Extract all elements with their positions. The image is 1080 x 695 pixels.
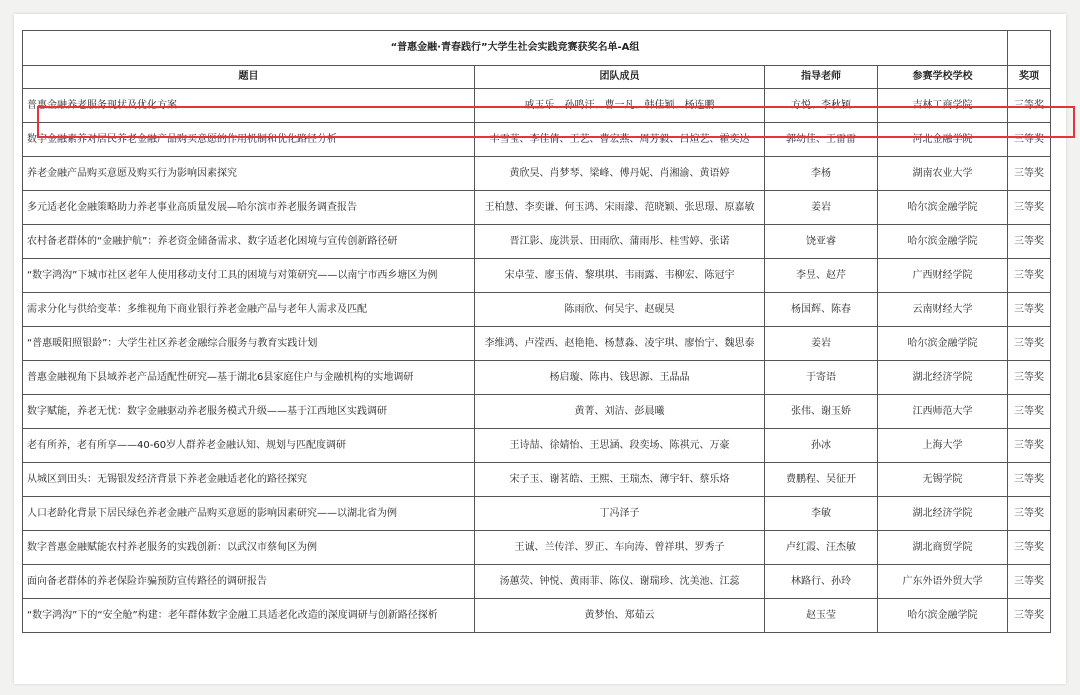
cell-school: 广东外语外贸大学 (878, 565, 1008, 599)
cell-members: 王诚、兰传洋、罗正、车向涛、曾祥琪、罗秀子 (475, 531, 765, 565)
cell-teacher: 姜岩 (765, 191, 878, 225)
cell-topic: 数字普惠金融赋能农村养老服务的实践创新：以武汉市蔡甸区为例 (23, 531, 475, 565)
cell-school: 湖北商贸学院 (878, 531, 1008, 565)
header-teacher: 指导老师 (765, 66, 878, 89)
cell-members: 黄梦怡、郑茹云 (475, 599, 765, 633)
cell-award: 三等奖 (1008, 191, 1051, 225)
table-row (23, 89, 1051, 123)
cell-teacher: 卢红霞、汪杰敏 (765, 531, 878, 565)
cell-school: 上海大学 (878, 429, 1008, 463)
cell-topic: 农村备老群体的“金融护航”：养老资金储备需求、数字适老化困境与宣传创新路径研 (23, 225, 475, 259)
cell-award: 三等奖 (1008, 599, 1051, 633)
cell-award: 三等奖 (1008, 429, 1051, 463)
cell-teacher: 赵玉莹 (765, 599, 878, 633)
awards-table (22, 30, 1051, 633)
table-row (23, 599, 1051, 633)
table-row (23, 327, 1051, 361)
cell-members: 王诗喆、徐婧怡、王思涵、段奕场、陈祺元、万豪 (475, 429, 765, 463)
cell-award: 三等奖 (1008, 259, 1051, 293)
cell-teacher: 于寄语 (765, 361, 878, 395)
cell-topic: 普惠金融养老服务现状及优化方案 (23, 89, 475, 123)
cell-topic: 面向备老群体的养老保险诈骗预防宣传路径的调研报告 (23, 565, 475, 599)
cell-award: 三等奖 (1008, 327, 1051, 361)
cell-award: 三等奖 (1008, 463, 1051, 497)
cell-topic: 数字金融素养对居民养老金融产品购买意愿的作用机制和优化路径分析 (23, 123, 475, 157)
cell-topic: “普惠暖阳照银龄”：大学生社区养老金融综合服务与教育实践计划 (23, 327, 475, 361)
cell-school: 湖北经济学院 (878, 361, 1008, 395)
table-row (23, 293, 1051, 327)
cell-teacher: 林路行、孙玲 (765, 565, 878, 599)
cell-members: 晋江影、庞洪景、田雨欣、蒲雨彤、桂雪婷、张诺 (475, 225, 765, 259)
cell-teacher: 姜岩 (765, 327, 878, 361)
header-school: 参赛学校学校 (878, 66, 1008, 89)
cell-members: 王柏慧、李奕谦、何玉鸿、宋雨濛、范晓颖、张思璟、原嘉敏 (475, 191, 765, 225)
table-row (23, 191, 1051, 225)
cell-teacher: 李敏 (765, 497, 878, 531)
header-award: 奖项 (1008, 66, 1051, 89)
cell-school: 河北金融学院 (878, 123, 1008, 157)
cell-teacher: 张伟、谢玉娇 (765, 395, 878, 429)
cell-members: 黄欣昊、肖梦琴、梁峰、傅丹妮、肖湘渝、黄语婷 (475, 157, 765, 191)
cell-award: 三等奖 (1008, 565, 1051, 599)
cell-award: 三等奖 (1008, 123, 1051, 157)
cell-members: 黄菁、刘洁、彭晨曦 (475, 395, 765, 429)
document-sheet (14, 14, 1066, 684)
cell-teacher: 郭幼佳、王雷雷 (765, 123, 878, 157)
header-topic: 题目 (23, 66, 475, 89)
table-title: “普惠金融·青春践行”大学生社会实践竞赛获奖名单-A组 (23, 31, 1008, 66)
cell-school: 无锡学院 (878, 463, 1008, 497)
cell-teacher: 饶亚睿 (765, 225, 878, 259)
table-row (23, 463, 1051, 497)
cell-members: 杨启璇、陈冉、钱思源、王晶晶 (475, 361, 765, 395)
cell-topic: 需求分化与供给变革：多维视角下商业银行养老金融产品与老年人需求及匹配 (23, 293, 475, 327)
cell-topic: 普惠金融视角下县域养老产品适配性研究—基于湖北6县家庭住户与金融机构的实地调研 (23, 361, 475, 395)
cell-topic: 养老金融产品购买意愿及购买行为影响因素探究 (23, 157, 475, 191)
cell-teacher: 方悦、李秋颖 (765, 89, 878, 123)
cell-school: 哈尔滨金融学院 (878, 327, 1008, 361)
cell-award: 三等奖 (1008, 157, 1051, 191)
table-row (23, 395, 1051, 429)
cell-school: 哈尔滨金融学院 (878, 225, 1008, 259)
cell-award: 三等奖 (1008, 497, 1051, 531)
cell-teacher: 李杨 (765, 157, 878, 191)
cell-school: 哈尔滨金融学院 (878, 191, 1008, 225)
cell-school: 江西师范大学 (878, 395, 1008, 429)
cell-members: 宋卓莹、廖玉倩、黎琪琪、韦雨露、韦柳宏、陈冠宇 (475, 259, 765, 293)
table-row (23, 157, 1051, 191)
cell-members: 陈雨欣、何吴宇、赵砚昊 (475, 293, 765, 327)
cell-topic: 人口老龄化背景下居民绿色养老金融产品购买意愿的影响因素研究——以湖北省为例 (23, 497, 475, 531)
table-row (23, 361, 1051, 395)
title-blank-cell (1008, 31, 1051, 66)
cell-members: 汤蕙荧、钟悦、黄雨菲、陈仪、谢瑞珍、沈美池、江蕊 (475, 565, 765, 599)
header-row (23, 66, 1051, 89)
table-row (23, 531, 1051, 565)
title-row (23, 31, 1051, 66)
cell-school: 湖北经济学院 (878, 497, 1008, 531)
cell-teacher: 费鹏程、吴征开 (765, 463, 878, 497)
header-members: 团队成员 (475, 66, 765, 89)
cell-school: 湖南农业大学 (878, 157, 1008, 191)
cell-award: 三等奖 (1008, 361, 1051, 395)
cell-school: 广西财经学院 (878, 259, 1008, 293)
cell-members: 丁冯泽子 (475, 497, 765, 531)
cell-topic: 多元适老化金融策略助力养老事业高质量发展—哈尔滨市养老服务调查报告 (23, 191, 475, 225)
table-row (23, 429, 1051, 463)
cell-members: 宋子玉、谢茗皓、王熙、王瑞杰、薄宇轩、蔡乐烙 (475, 463, 765, 497)
cell-school: 吉林工商学院 (878, 89, 1008, 123)
table-row (23, 123, 1051, 157)
table-row (23, 225, 1051, 259)
cell-award: 三等奖 (1008, 531, 1051, 565)
table-row (23, 497, 1051, 531)
cell-award: 三等奖 (1008, 293, 1051, 327)
cell-award: 三等奖 (1008, 89, 1051, 123)
cell-members: 戚玉乐、孙鸣汗、曹一凡、韩佳颖、杨连鹏 (475, 89, 765, 123)
cell-award: 三等奖 (1008, 395, 1051, 429)
cell-teacher: 孙冰 (765, 429, 878, 463)
cell-topic: “数字鸿沟”下的“安全舱”构建：老年群体数字金融工具适老化改造的深度调研与创新路径探析 (23, 599, 475, 633)
cell-topic: 老有所养，老有所享——40-60岁人群养老金融认知、规划与匹配度调研 (23, 429, 475, 463)
cell-members: 李维鸿、卢滢西、赵艳艳、杨慧淼、凌宇琪、廖怡宁、魏思泰 (475, 327, 765, 361)
cell-topic: 数字赋能，养老无忧：数字金融驱动养老服务模式升级——基于江西地区实践调研 (23, 395, 475, 429)
cell-topic: “数字鸿沟”下城市社区老年人使用移动支付工具的困境与对策研究——以南宁市西乡塘区为例 (23, 259, 475, 293)
cell-school: 哈尔滨金融学院 (878, 599, 1008, 633)
cell-award: 三等奖 (1008, 225, 1051, 259)
cell-teacher: 杨国辉、陈春 (765, 293, 878, 327)
cell-members: 丰雪莹、李佳倩、王艺、曹宏燕、周芳毅、吕煊艺、霍奕达 (475, 123, 765, 157)
cell-teacher: 李昱、赵芹 (765, 259, 878, 293)
cell-school: 云南财经大学 (878, 293, 1008, 327)
table-row (23, 565, 1051, 599)
table-row (23, 259, 1051, 293)
cell-topic: 从城区到田头：无锡银发经济背景下养老金融适老化的路径探究 (23, 463, 475, 497)
